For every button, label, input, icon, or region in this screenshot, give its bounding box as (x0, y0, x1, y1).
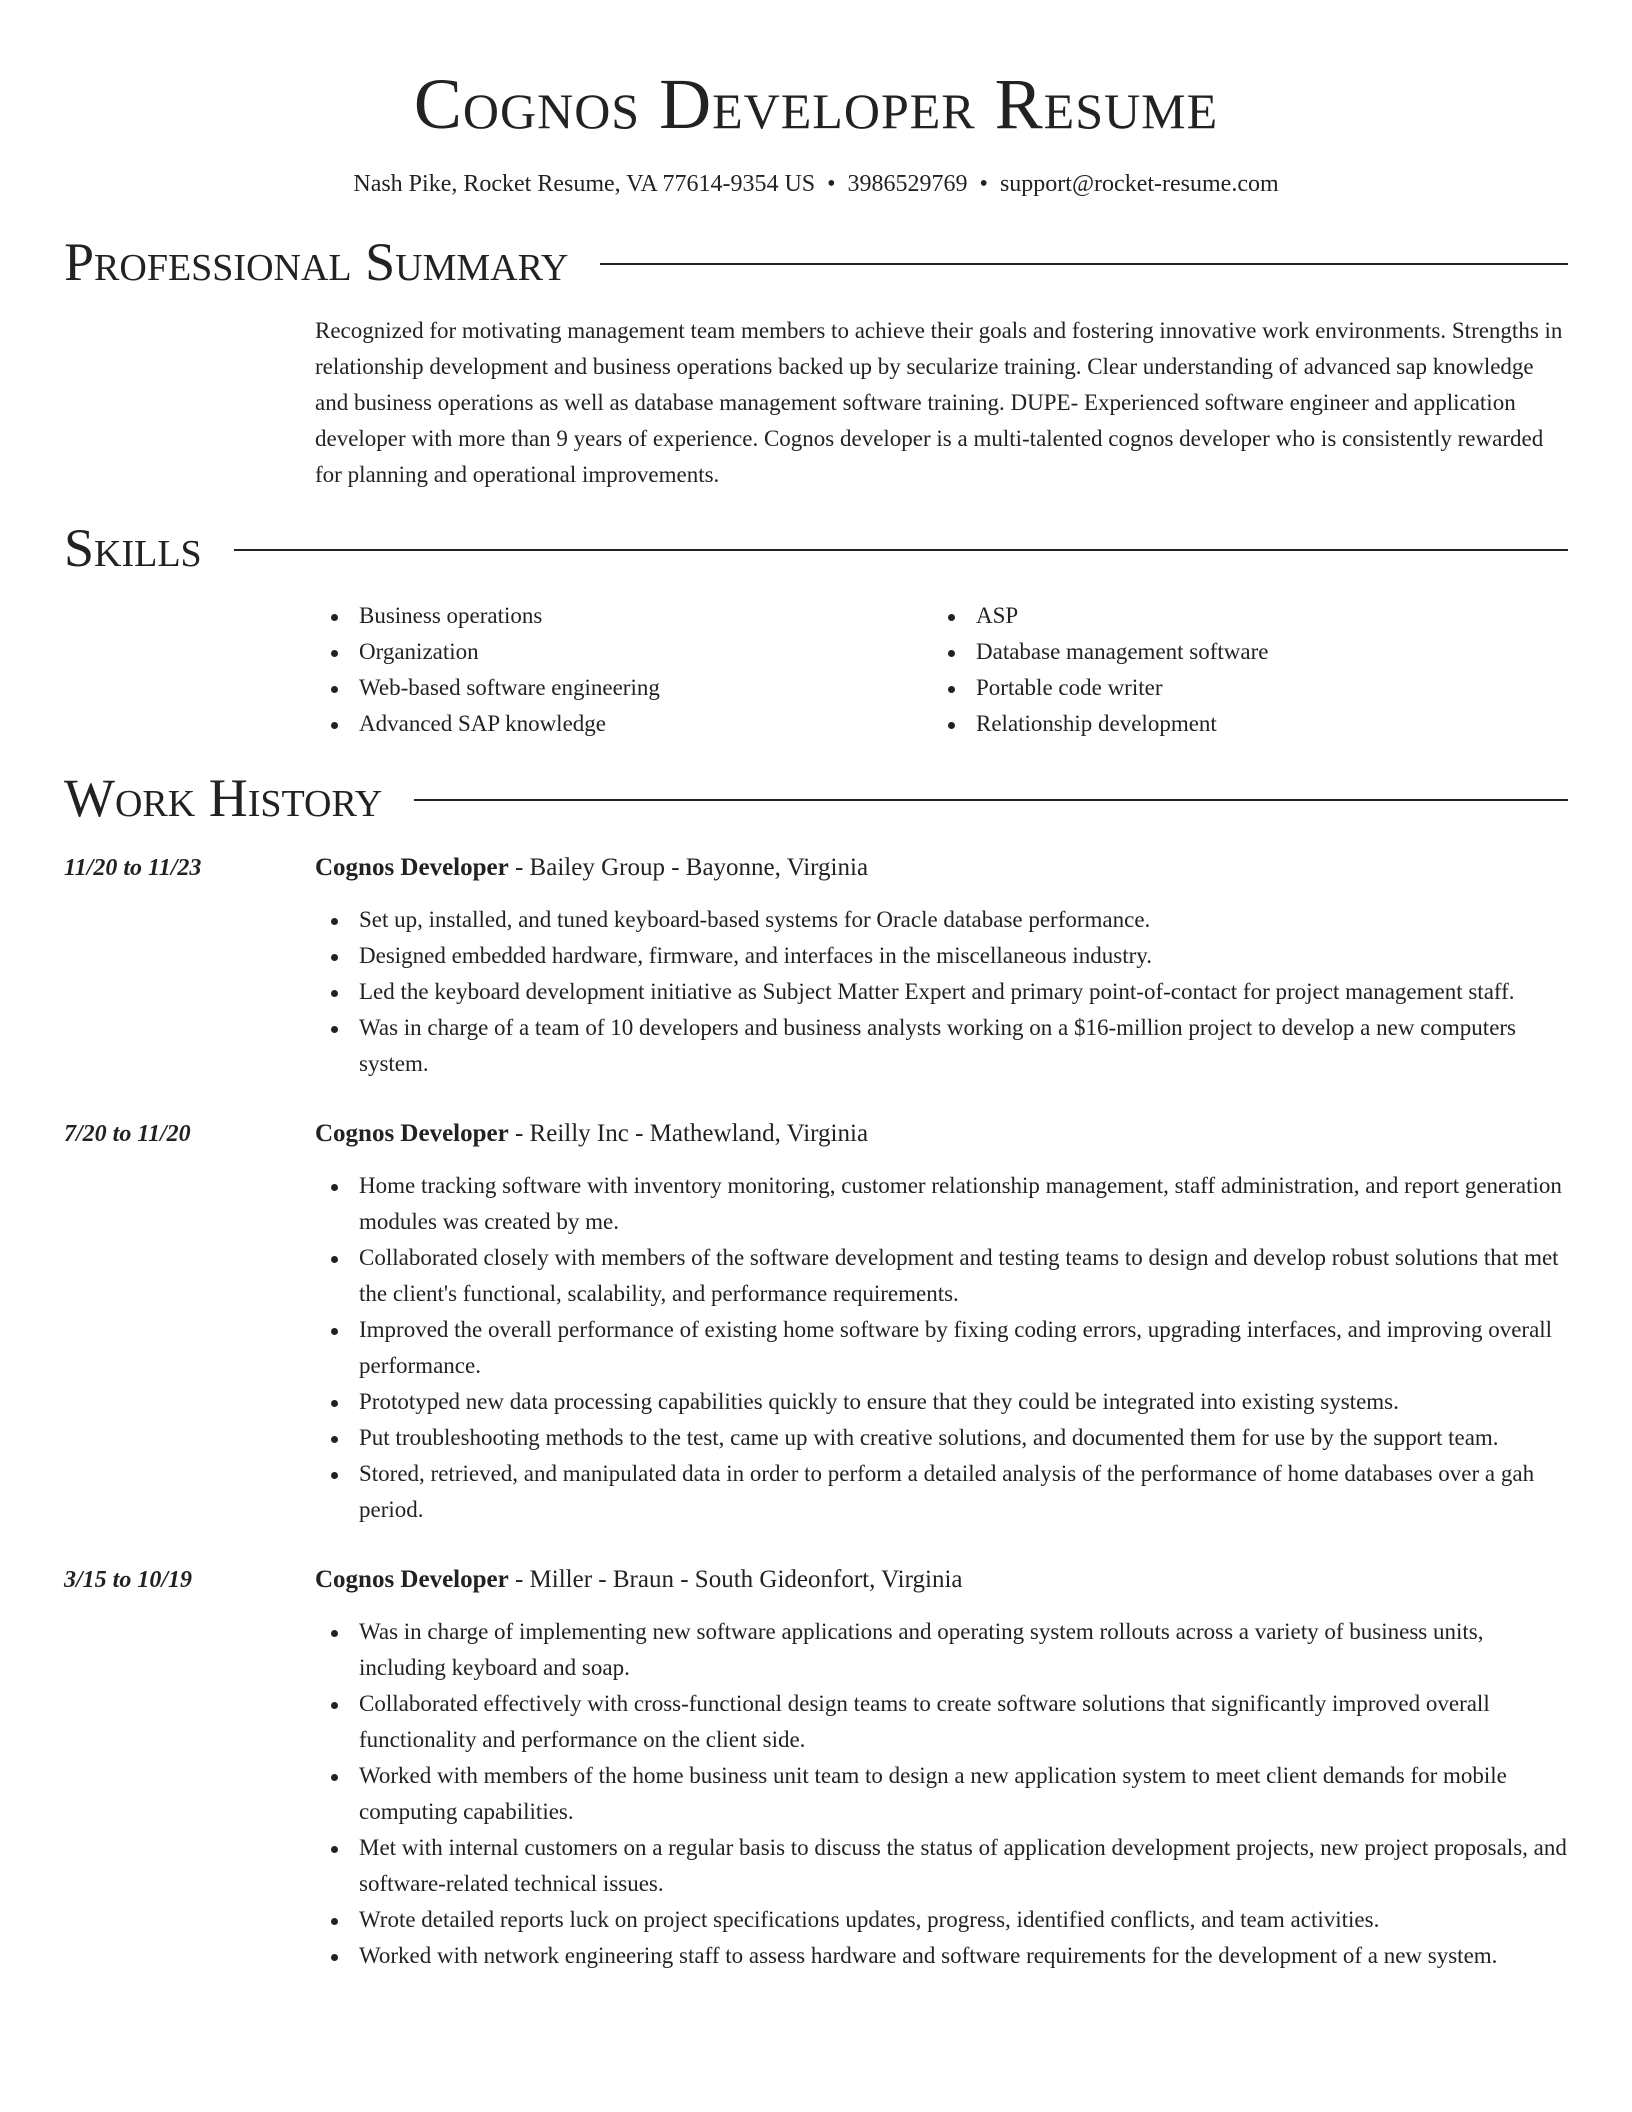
job-employer: - Reilly Inc - Mathewland, Virginia (508, 1120, 869, 1147)
separator-dot: • (827, 171, 836, 197)
job-dates: 3/15 to 10/19 (64, 1567, 193, 1593)
skill-item: Portable code writer (932, 670, 1549, 706)
job-bullet: Prototyped new data processing capabilities quickly to ensure that they could be integrated into existing systems. (315, 1384, 1568, 1420)
job-bullet: Designed embedded hardware, firmware, and interfaces in the miscellaneous industry. (315, 938, 1568, 974)
job-bullets (315, 1168, 1568, 1528)
section-divider (414, 799, 1568, 801)
job-dates: 7/20 to 11/20 (64, 1121, 191, 1147)
job-bullet: Was in charge of a team of 10 developers and business analysts working on a $16-million project to develop a new computers system. (315, 1010, 1568, 1082)
summary-section-header (64, 232, 1568, 292)
summary-heading: Professional Summary (64, 232, 569, 292)
skills-section-header (64, 518, 1568, 578)
separator-dot: • (979, 171, 988, 197)
resume-title: Cognos Developer Resume (413, 64, 1219, 144)
contact-line (64, 168, 1568, 200)
work-heading: Work History (64, 768, 383, 828)
section-divider (600, 263, 1568, 265)
skill-item: Advanced SAP knowledge (315, 706, 932, 742)
job-bullets (315, 902, 1568, 1082)
job-bullet: Put troubleshooting methods to the test, came up with creative solutions, and documented them for use by the support team. (315, 1420, 1568, 1456)
job-bullet: Stored, retrieved, and manipulated data in order to perform a detailed analysis of the performance of home databases over a gah period. (315, 1456, 1568, 1528)
job-bullet: Worked with network engineering staff to assess hardware and software requirements for the development of a new system. (315, 1938, 1568, 1974)
job-role: Cognos Developer (315, 1566, 509, 1593)
work-section-header (64, 768, 1568, 828)
job-entry (64, 850, 1568, 1082)
skills-heading: Skills (64, 518, 202, 578)
job-role: Cognos Developer (315, 1120, 509, 1147)
job-dates: 11/20 to 11/23 (64, 855, 202, 881)
job-bullets (315, 1614, 1568, 1974)
job-body (315, 1116, 1568, 1528)
contact-phone: 3986529769 (847, 171, 968, 197)
job-bullet: Wrote detailed reports luck on project specifications updates, progress, identified conflicts, and team activities. (315, 1902, 1568, 1938)
section-divider (234, 549, 1568, 551)
job-bullet: Collaborated effectively with cross-functional design teams to create software solutions that significantly improved overall functionality and performance on the client side. (315, 1686, 1568, 1758)
job-body (315, 850, 1568, 1082)
summary-text: Recognized for motivating management team members to achieve their goals and fostering innovative work environments. Strengths in relationship development and business operations backed up by secularize training. Clear understanding of advanced sap knowledge and business operations as well as database management software training. DUPE- Experienced software engineer and application developer with more than 9 years of experience. Cognos developer is a multi-talented cognos developer who is consistently rewarded for planning and operational improvements. (315, 318, 1563, 487)
skills-column-right (932, 598, 1549, 742)
skill-item: Business operations (315, 598, 932, 634)
skill-item: ASP (932, 598, 1549, 634)
skill-item: Relationship development (932, 706, 1549, 742)
skills-list (315, 598, 1568, 742)
job-title (315, 850, 1568, 886)
job-bullet: Met with internal customers on a regular basis to discuss the status of application development projects, new project proposals, and software-related technical issues. (315, 1830, 1568, 1902)
job-employer: - Bailey Group - Bayonne, Virginia (508, 854, 869, 881)
job-bullet: Worked with members of the home business unit team to design a new application system to meet client demands for mobile computing capabilities. (315, 1758, 1568, 1830)
skills-column-left (315, 598, 932, 742)
job-title (315, 1562, 1568, 1598)
job-employer: - Miller - Braun - South Gideonfort, Virginia (508, 1566, 963, 1593)
job-bullet: Collaborated closely with members of the software development and testing teams to design and develop robust solutions that met the client's functional, scalability, and performance requirements. (315, 1240, 1568, 1312)
contact-address: Nash Pike, Rocket Resume, VA 77614-9354 US (353, 171, 816, 197)
job-bullet: Set up, installed, and tuned keyboard-based systems for Oracle database performance. (315, 902, 1568, 938)
skill-item: Organization (315, 634, 932, 670)
job-bullet: Was in charge of implementing new software applications and operating system rollouts across a variety of business units, including keyboard and soap. (315, 1614, 1568, 1686)
job-body (315, 1562, 1568, 1974)
skill-item: Database management software (932, 634, 1549, 670)
job-bullet: Improved the overall performance of existing home software by fixing coding errors, upgrading interfaces, and improving overall performance. (315, 1312, 1568, 1384)
job-bullet: Home tracking software with inventory monitoring, customer relationship management, staff administration, and report generation modules was created by me. (315, 1168, 1568, 1240)
contact-email: support@rocket-resume.com (999, 171, 1279, 197)
job-entry (64, 1562, 1568, 1974)
job-bullet: Led the keyboard development initiative as Subject Matter Expert and primary point-of-contact for project management staff. (315, 974, 1568, 1010)
job-entry (64, 1116, 1568, 1528)
job-title (315, 1116, 1568, 1152)
skill-item: Web-based software engineering (315, 670, 932, 706)
job-role: Cognos Developer (315, 854, 509, 881)
